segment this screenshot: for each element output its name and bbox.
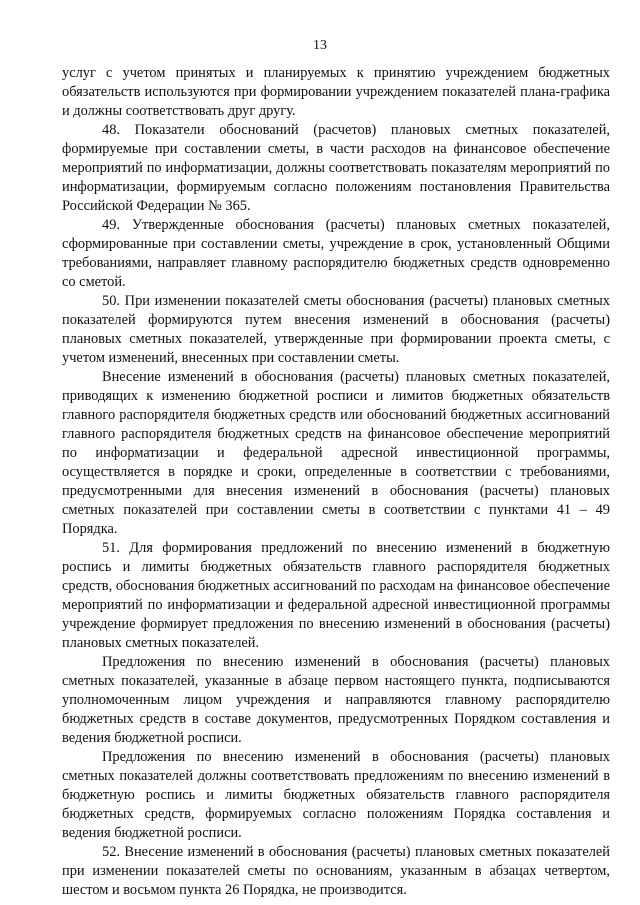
paragraph-48: 48. Показатели обоснований (расчетов) плановых сметных показателей, формируемые при составлении сметы, в части расходов на финансовое обеспечение мероприятий по информатизации, должны соответствовать показателям мероприятий по информатизации, формируемым согласно положениям постановления Правительства Российской Федерации № 365. [62,122,610,214]
paragraph-51: 51. Для формирования предложений по внесению изменений в бюджетную роспись и лимиты бюджетных обязательств главного распорядителя бюджетных средств, обоснования бюджетных ассигнований по расходам на финансовое обеспечение мероприятий по информатизации и федеральной адресной инвестиционной программы учреждение формирует предложения по внесению изменений в обоснования (расчеты) плановых сметных показателей. [62,540,610,651]
paragraph-50: 50. При изменении показателей сметы обоснования (расчеты) плановых сметных показателей формируются путем внесения изменений в обоснования (расчеты) плановых сметных показателей, утвержденные при формировании проекта сметы, с учетом изменений, внесенных при составлении сметы. [62,293,610,366]
paragraph-51-part-2: Предложения по внесению изменений в обоснования (расчеты) плановых сметных показателей, указанные в абзаце первом настоящего пункта, подписываются уполномоченным лицом учреждения и направляются главному распорядителю бюджетных средств в составе документов, предусмотренных Порядком составления и ведения бюджетной росписи. [62,654,610,746]
paragraph-49: 49. Утвержденные обоснования (расчеты) плановых сметных показателей, сформированные при составлении сметы, учреждение в срок, установленный Общими требованиями, направляет главному распорядителю бюджетных средств одновременно со сметой. [62,217,610,290]
paragraph-52: 52. Внесение изменений в обоснования (расчеты) плановых сметных показателей при изменении показателей сметы по основаниям, указанным в абзацах четвертом, шестом и восьмом пункта 26 Порядка, не производится. [62,844,610,898]
page-body [62,64,610,900]
paragraph-50-part-2: Внесение изменений в обоснования (расчеты) плановых сметных показателей, приводящих к изменению бюджетной росписи и лимитов бюджетных обязательств главного распорядителя бюджетных средств или обоснований бюджетных ассигнований главного распорядителя бюджетных средств на финансовое обеспечение мероприятий по информатизации и федеральной адресной инвестиционной программы, осуществляется в порядке и сроки, определенные в соответствии с требованиями, предусмотренными для внесения изменений в обоснования (расчеты) плановых сметных показателей при составлении сметы в соответствии с пунктами 41 – 49 Порядка. [62,369,610,537]
paragraph-continuation: услуг с учетом принятых и планируемых к принятию учреждением бюджетных обязательств используются при формировании учреждением показателей плана-графика и должны соответствовать друг другу. [62,65,610,119]
page-number: 13 [313,38,327,53]
paragraph-51-part-3: Предложения по внесению изменений в обоснования (расчеты) плановых сметных показателей должны соответствовать предложениям по внесению изменений в бюджетную роспись и лимиты бюджетных обязательств главного распорядителя бюджетных средств, формируемых согласно положениям Порядка составления и ведения бюджетной росписи. [62,749,610,841]
